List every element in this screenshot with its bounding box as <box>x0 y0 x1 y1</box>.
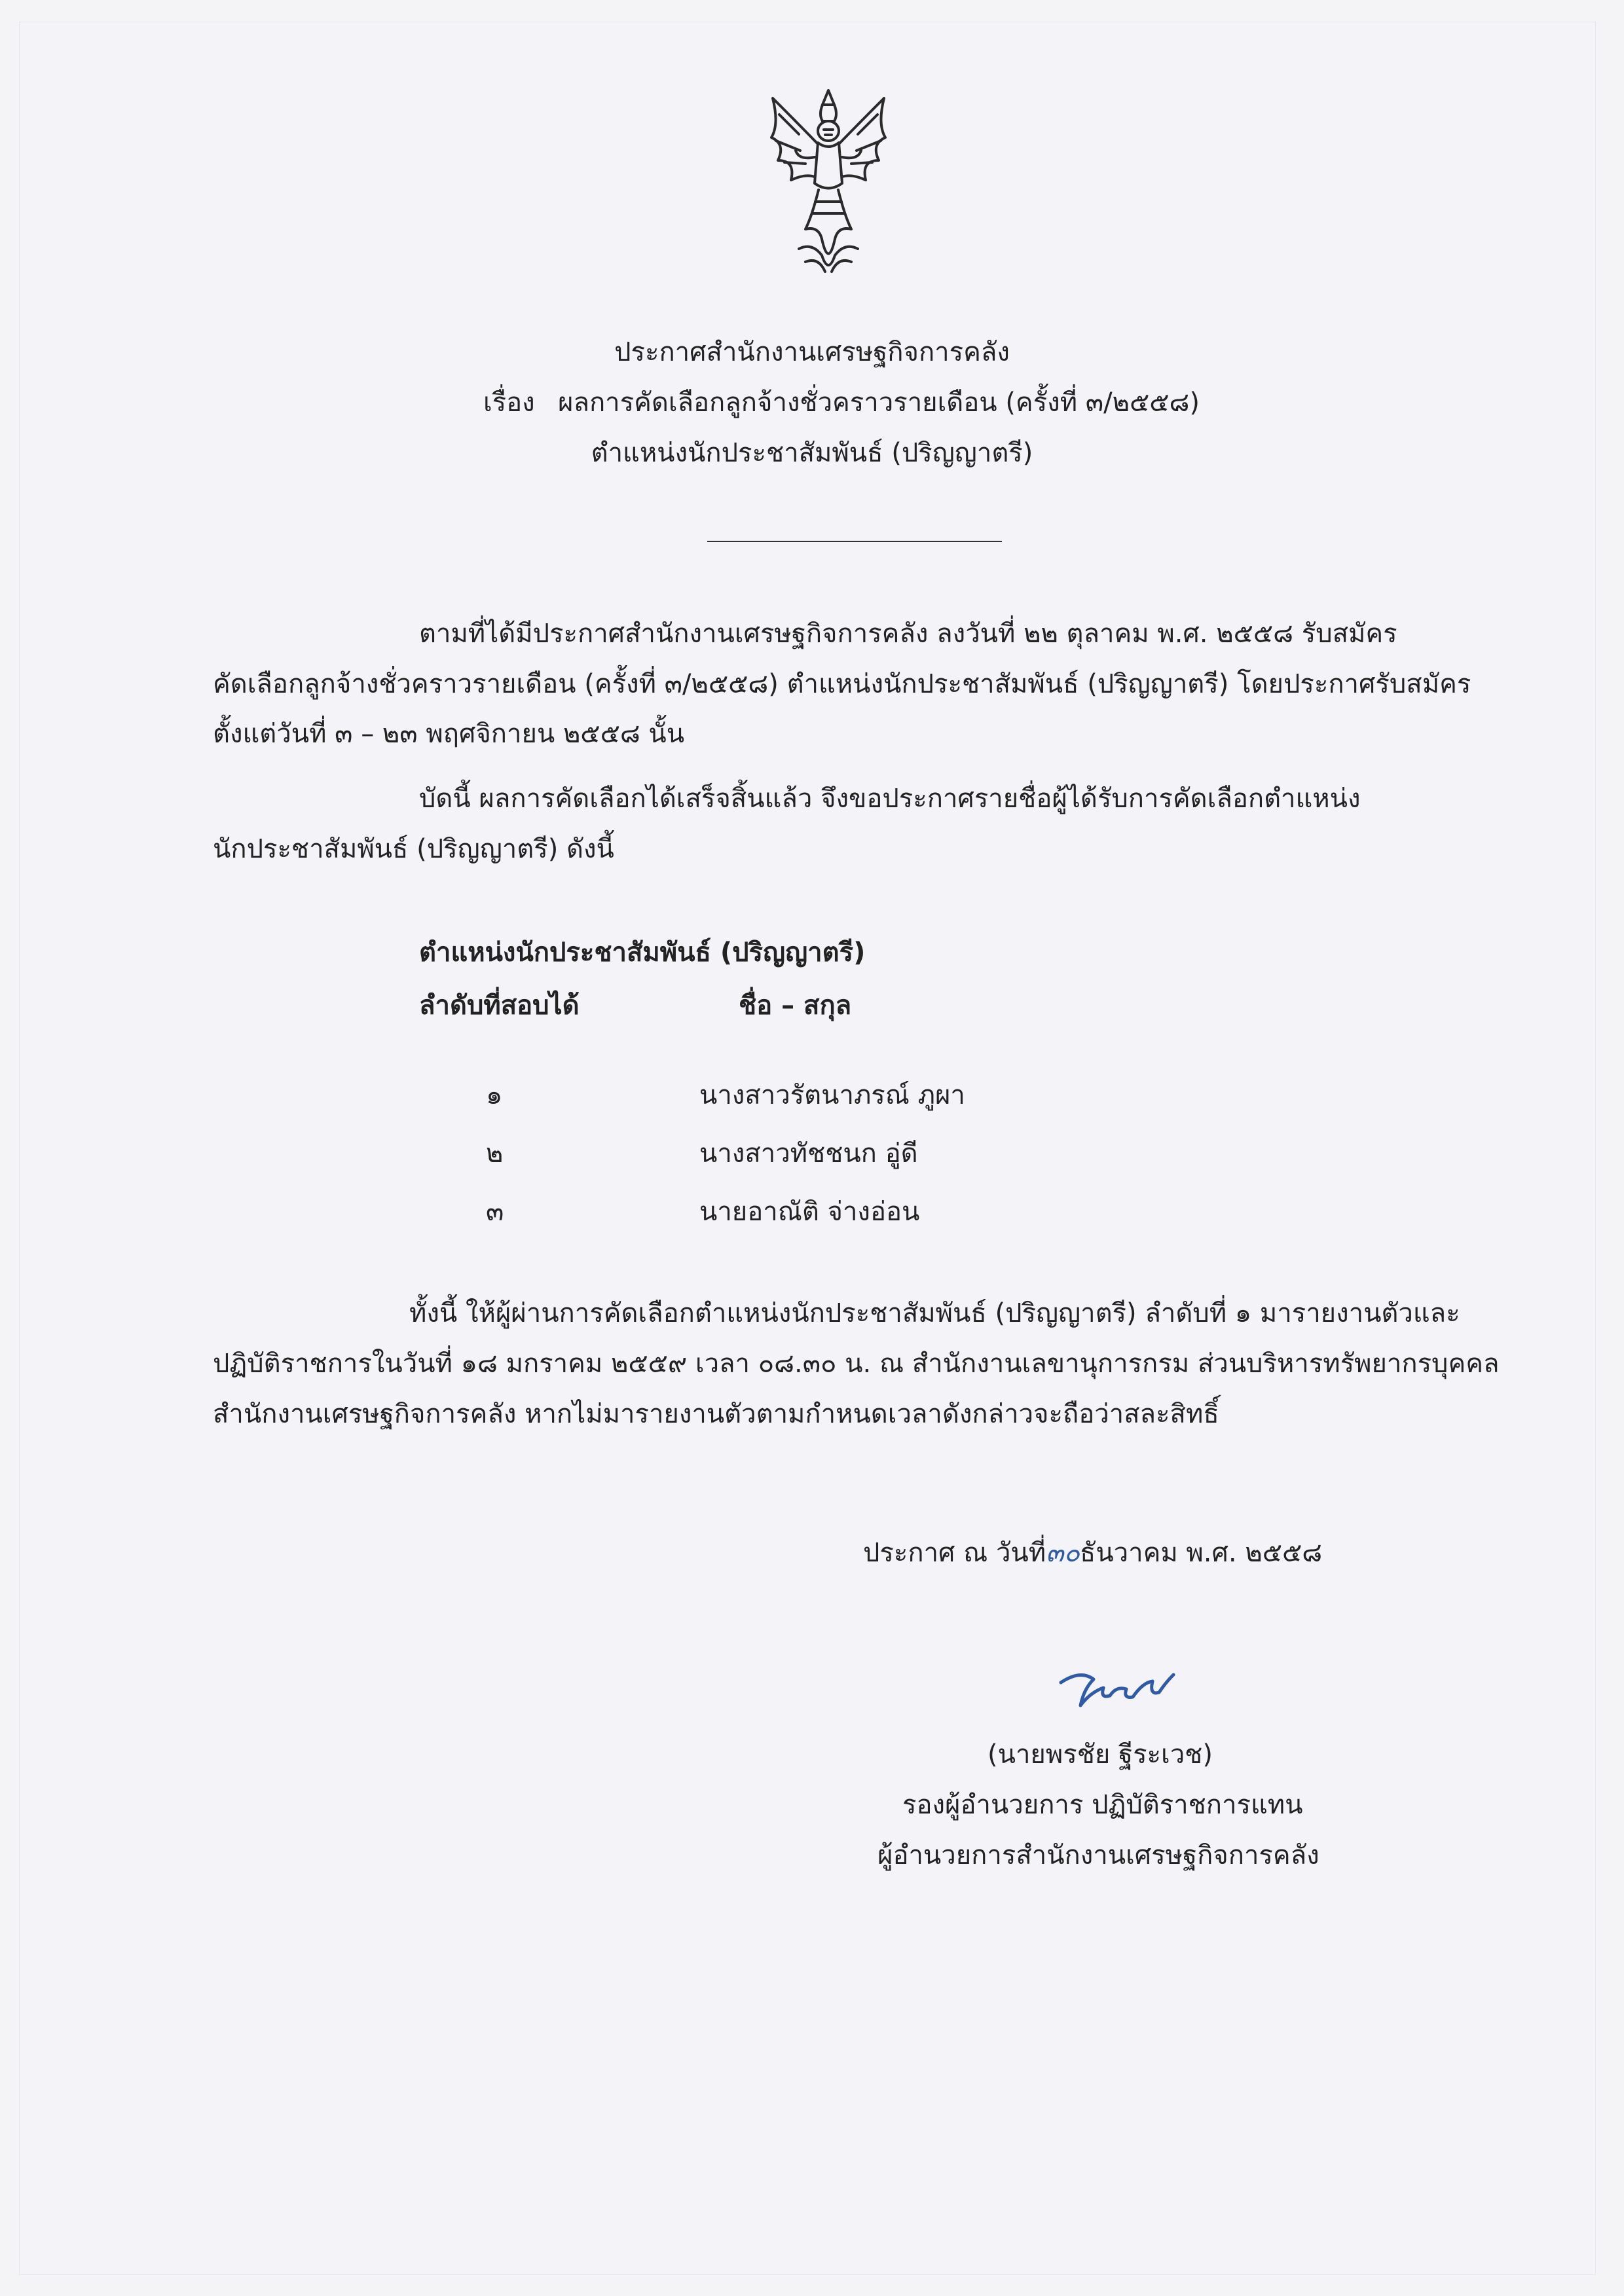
signature-mark <box>1054 1663 1179 1715</box>
para1-line3: ตั้งแต่วันที่ ๓ – ๒๓ พฤศจิกายน ๒๕๕๘ นั้น <box>213 719 685 749</box>
announce-prefix: ประกาศ ณ วันที่ <box>863 1538 1046 1568</box>
announce-day-handwritten: ๓๐ <box>1046 1538 1080 1568</box>
para3-line1: ทั้งนี้ ให้ผู้ผ่านการคัดเลือกตำแหน่งนักประชาสัมพันธ์ (ปริญญาตรี) ลำดับที่ ๑ มารายงานตัวและ <box>409 1298 1460 1328</box>
result-name: นางสาวรัตนาภรณ์ ภูผา <box>699 1080 965 1110</box>
signatory-title: รองผู้อำนวยการ ปฏิบัติราชการแทน <box>902 1790 1303 1820</box>
subject-label: เรื่อง <box>483 388 535 418</box>
result-rank: ๓ <box>486 1197 504 1227</box>
header-divider <box>707 541 1002 542</box>
para1-line2: คัดเลือกลูกจ้างชั่วคราวรายเดือน (ครั้งที่ ๓/๒๕๕๘) ตำแหน่งนักประชาสัมพันธ์ (ปริญญาตรี) โดยประกาศรับสมัคร <box>213 669 1471 699</box>
position-title: ตำแหน่งนักประชาสัมพันธ์ (ปริญญาตรี) <box>591 438 1033 468</box>
garuda-emblem-icon <box>760 85 897 282</box>
result-rank: ๑ <box>486 1080 503 1110</box>
para2-line2: นักประชาสัมพันธ์ (ปริญญาตรี) ดังนี้ <box>213 834 614 864</box>
subject-text: ผลการคัดเลือกลูกจ้างชั่วคราวรายเดือน (ครั้งที่ ๓/๒๕๕๘) <box>558 388 1200 418</box>
results-heading: ตำแหน่งนักประชาสัมพันธ์ (ปริญญาตรี) <box>419 938 866 968</box>
result-rank: ๒ <box>486 1139 504 1169</box>
signatory-name: (นายพรชัย ฐีระเวช) <box>987 1740 1213 1770</box>
result-name: นายอาณัติ จ่างอ่อน <box>699 1197 920 1227</box>
para3-line3: สำนักงานเศรษฐกิจการคลัง หากไม่มารายงานตัวตามกำหนดเวลาดังกล่าวจะถือว่าสละสิทธิ์ <box>213 1399 1219 1429</box>
result-name: นางสาวทัชชนก อู่ดี <box>699 1139 918 1169</box>
announcement-title: ประกาศสำนักงานเศรษฐกิจการคลัง <box>614 337 1010 367</box>
para3-line2: ปฏิบัติราชการในวันที่ ๑๘ มกราคม ๒๕๕๙ เวลา ๐๘.๓๐ น. ณ สำนักงานเลขานุการกรม ส่วนบริหารทรัพยากรบุคคล <box>213 1349 1500 1379</box>
announce-suffix: ธันวาคม พ.ศ. ๒๕๕๘ <box>1079 1538 1323 1568</box>
signatory-organization: ผู้อำนวยการสำนักงานเศรษฐกิจการคลัง <box>877 1840 1320 1870</box>
announce-date-line <box>863 1540 1322 1566</box>
results-col-rank: ลำดับที่สอบได้ <box>419 991 580 1021</box>
para2-line1: บัดนี้ ผลการคัดเลือกได้เสร็จสิ้นแล้ว จึงขอประกาศรายชื่อผู้ได้รับการคัดเลือกตำแหน่ง <box>419 784 1361 814</box>
results-col-name: ชื่อ – สกุล <box>739 991 852 1021</box>
para1-line1: ตามที่ได้มีประกาศสำนักงานเศรษฐกิจการคลัง ลงวันที่ ๒๒ ตุลาคม พ.ศ. ๒๕๕๘ รับสมัคร <box>419 619 1397 649</box>
